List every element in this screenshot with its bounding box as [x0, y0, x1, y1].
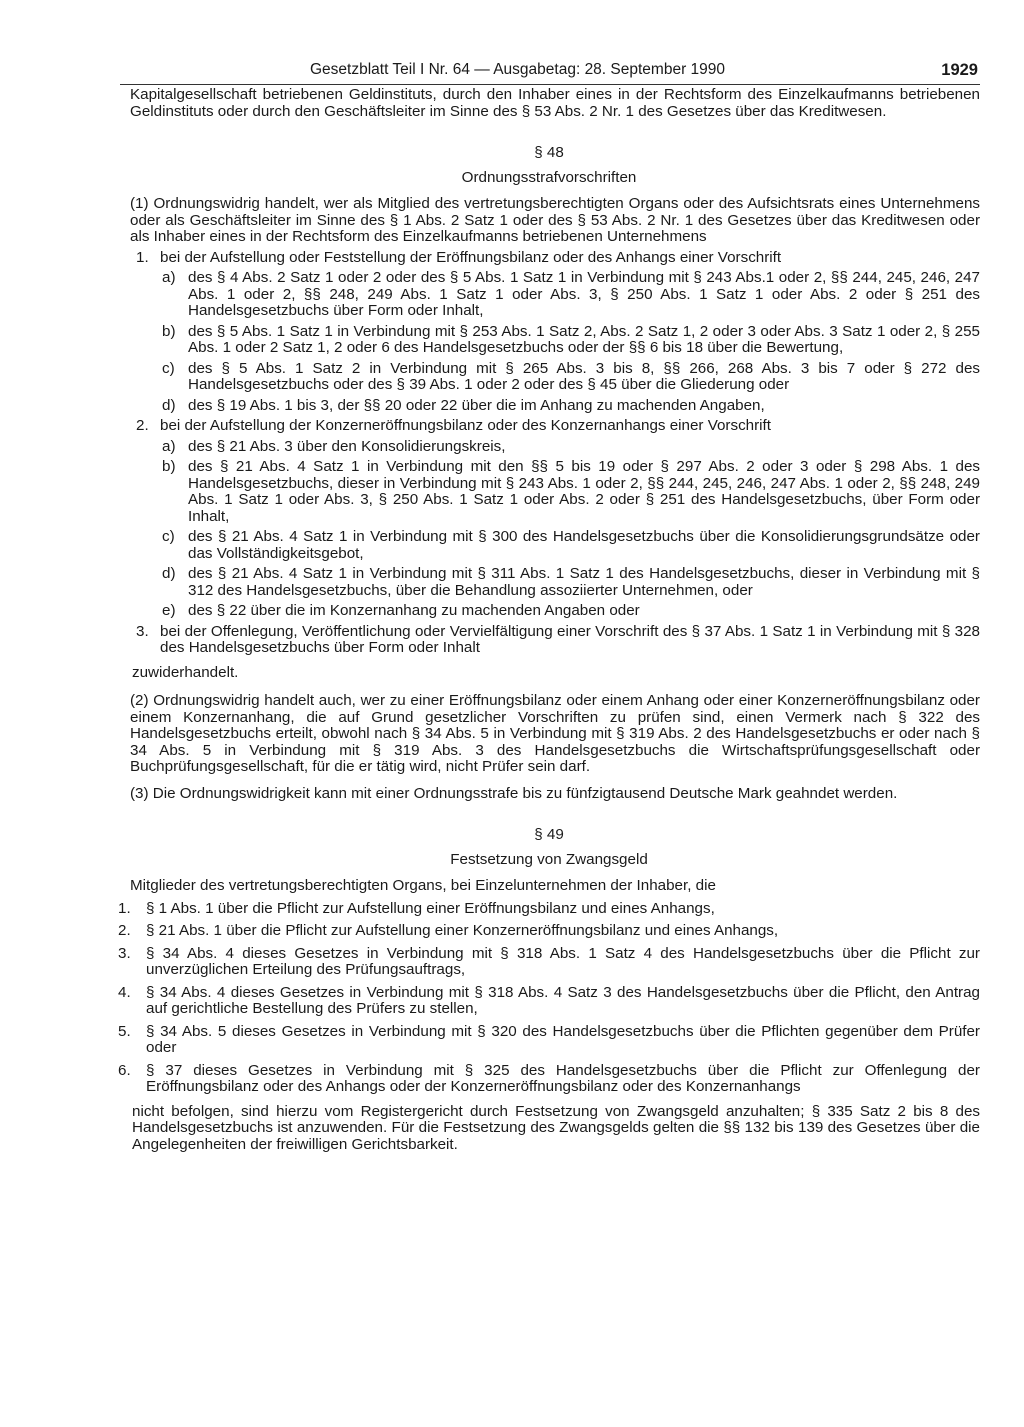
list-item-text: bei der Aufstellung der Konzerneröffnungsbilanz oder des Konzernanhangs einer Vorschrift	[160, 417, 771, 434]
list-item-text: § 34 Abs. 5 dieses Gesetzes in Verbindung mit § 320 des Handelsgesetzbuchs über die Pflichten gegenüber dem Prüfer oder	[146, 1022, 980, 1056]
sub-list-item-text: des § 22 über die im Konzernanhang zu machenden Angaben oder	[188, 602, 640, 619]
list-item-number: 5.	[118, 1022, 131, 1040]
sub-list-item-text: des § 21 Abs. 4 Satz 1 in Verbindung mit § 311 Abs. 1 Satz 1 des Handelsgesetzbuchs, dieser in Verbindung mit § 312 des Handelsgesetzbuchs, über die Behandlung assoziierter Unternehmen, oder	[188, 565, 980, 599]
document-page	[118, 60, 980, 1153]
section-49-number: § 49	[534, 826, 564, 843]
section-48-closing: zuwiderhandelt.	[132, 663, 239, 681]
sub-list-item	[118, 566, 980, 599]
section-48-paragraph-3: (3) Die Ordnungswidrigkeit kann mit einer Ordnungsstrafe bis zu fünfzigtausend Deutsche Mark geahndet werden.	[130, 784, 898, 802]
sub-list-item-text: des § 5 Abs. 1 Satz 1 in Verbindung mit § 253 Abs. 1 Satz 2, Abs. 2 Satz 1, 2 oder 3 oder Abs. 3 Satz 1 oder 2, § 255 Abs. 1 oder 2 Satz 1, 2 oder 6 des Handelsgesetzbuchs oder der §§ 6 bis 18 über die Bewertung,	[188, 322, 980, 356]
list-item-text: bei der Offenlegung, Veröffentlichung oder Vervielfältigung einer Vorschrift des § 37 Abs. 1 Satz 1 in Verbindung mit § 328 des Handelsgesetzbuchs über Form oder Inhalt	[160, 622, 980, 656]
section-49-closing: nicht befolgen, sind hierzu vom Registergericht durch Festsetzung von Zwangsgeld anzuhalten; § 335 Satz 2 bis 8 des Handelsgesetzbuchs ist anzuwenden. Für die Festsetzung des Zwangsgelds gelten die §§ 132 bis 139 des Gesetzes über die Angelegenheiten der freiwilligen Gerichtsbarkeit.	[132, 1102, 980, 1153]
list-item	[118, 901, 980, 918]
sub-list-item-text: des § 4 Abs. 2 Satz 1 oder 2 oder des § 5 Abs. 1 Satz 1 in Verbindung mit § 243 Abs.1 oder 2, §§ 244, 245, 246, 247 Abs. 1 oder 2, §§ 248, 249 Abs. 1 Satz 1 oder Abs. 3, § 250 Abs. 1 Satz 1 oder Abs. 2 oder § 251 des Handelsgesetzbuchs über Form oder Inhalt,	[188, 269, 980, 319]
sub-list-item-letter: b)	[162, 322, 176, 340]
sub-list-item	[118, 459, 980, 525]
section-49-intro: Mitglieder des vertretungsberechtigten Organs, bei Einzelunternehmen der Inhaber, die	[130, 877, 716, 894]
list-item-number: 2.	[118, 922, 131, 939]
list-item-number: 6.	[118, 1061, 131, 1079]
list-item-number: 4.	[118, 983, 131, 1001]
section-48-paragraph-2: (2) Ordnungswidrig handelt auch, wer zu einer Eröffnungsbilanz oder einem Anhang oder einer Konzerneröffnungsbilanz oder einem Konzernanhang, die auf Grund gesetzlicher Vorschriften zu prüfen sind, einen Vermerk nach § 322 des Handelsgesetzbuchs erteilt, obwohl nach § 34 Abs. 5 in Verbindung mit § 319 Abs. 2 des Handelsgesetzbuchs er oder nach § 34 Abs. 5 in Verbindung mit § 319 Abs. 3 des Handelsgesetzbuchs die Wirtschaftsprüfungsgesellschaft oder Buchprüfungsgesellschaft, für die er tätig wird, nicht Prüfer sein darf.	[130, 692, 980, 775]
sub-list-item-text: des § 21 Abs. 4 Satz 1 in Verbindung mit § 300 des Handelsgesetzbuchs über die Konsolidierungsgrundsätze oder das Vollständigkeitsgebot,	[188, 528, 980, 562]
sub-list-item	[118, 398, 980, 415]
list-item	[118, 923, 980, 940]
list-item-text: § 1 Abs. 1 über die Pflicht zur Aufstellung einer Eröffnungsbilanz und eines Anhangs,	[146, 899, 715, 917]
sub-list-item-text: des § 21 Abs. 3 über den Konsolidierungskreis,	[188, 437, 506, 455]
sub-list-item	[118, 529, 980, 562]
list-item-number: 1.	[118, 899, 131, 917]
section-48-number: § 48	[534, 144, 564, 161]
sub-list-item	[118, 603, 980, 620]
sub-list-item-letter: c)	[162, 528, 175, 545]
sub-list-item-letter: a)	[162, 269, 176, 286]
sub-list-item	[118, 324, 980, 357]
list-item	[118, 985, 980, 1018]
sub-list-item-text: des § 21 Abs. 4 Satz 1 in Verbindung mit den §§ 5 bis 19 oder § 297 Abs. 2 oder 3 oder § 298 Abs. 1 des Handelsgesetzbuchs, dieser in Verbindung mit § 243 Abs. 1 oder 2, §§ 244, 245, 246, 247 Abs. 1 oder 2, §§ 248, 249 Abs. 1 Satz 1 oder Abs. 3, § 250 Abs. 1 Satz 1 oder Abs. 2 oder § 251 des Handelsgesetzbuchs, über Form oder Inhalt,	[188, 458, 980, 525]
sub-list-item-letter: d)	[162, 565, 176, 582]
list-item	[118, 624, 980, 657]
sub-list-item-letter: e)	[162, 602, 176, 619]
list-item-text: § 37 dieses Gesetzes in Verbindung mit § 325 des Handelsgesetzbuchs über die Pflicht zur Offenlegung der Eröffnungsbilanz oder des Anhangs oder der Konzerneröffnungsbilanz oder des Konzernanhangs	[146, 1061, 980, 1095]
sub-list-item-text: des § 19 Abs. 1 bis 3, der §§ 20 oder 22 über die im Anhang zu machenden Angaben,	[188, 396, 765, 414]
list-item	[118, 946, 980, 979]
sub-list-item-text: des § 5 Abs. 1 Satz 2 in Verbindung mit § 265 Abs. 3 bis 8, §§ 266, 268 Abs. 3 bis 7 oder § 272 des Handelsgesetzbuchs oder des § 39 Abs. 1 oder 2 oder des § 45 über die Gliederung oder	[188, 359, 980, 393]
sub-list-item-letter: a)	[162, 437, 176, 455]
list-item	[118, 250, 980, 267]
sub-list-item-letter: b)	[162, 458, 176, 475]
sub-list-item-letter: c)	[162, 359, 175, 377]
list-item-text: § 34 Abs. 4 dieses Gesetzes in Verbindung mit § 318 Abs. 1 Satz 4 des Handelsgesetzbuchs über die Pflicht zur unverzüglichen Erteilung des Prüfungsauftrags,	[146, 944, 980, 978]
section-49-title: Festsetzung von Zwangsgeld	[450, 850, 648, 868]
sub-list-item	[118, 439, 980, 456]
sub-list-item-letter: d)	[162, 396, 176, 414]
list-item-text: bei der Aufstellung oder Feststellung der Eröffnungsbilanz oder des Anhangs einer Vorschrift	[160, 248, 782, 266]
list-item	[118, 418, 980, 435]
list-item-number: 1.	[136, 248, 149, 266]
intro-paragraph: Kapitalgesellschaft betriebenen Geldinstituts, durch den Inhaber eines in der Rechtsform des Einzelkaufmanns betriebenen Geldinstituts oder durch den Geschäftsleiter im Sinne des § 53 Abs. 2 Nr. 1 des Gesetzes über das Kreditwesen.	[130, 86, 980, 120]
sub-list-item	[118, 270, 980, 320]
list-item	[118, 1063, 980, 1096]
page-number: 1929	[941, 61, 978, 79]
list-item-number: 3.	[136, 622, 149, 640]
header-title: Gesetzblatt Teil I Nr. 64 — Ausgabetag: 28. September 1990	[310, 61, 726, 78]
list-item	[118, 1024, 980, 1057]
page-header	[120, 60, 980, 85]
list-item-number: 2.	[136, 417, 149, 434]
section-48-title: Ordnungsstrafvorschriften	[461, 168, 637, 186]
section-48-paragraph-1: (1) Ordnungswidrig handelt, wer als Mitglied des vertretungsberechtigten Organs oder des Aufsichtsrats eines Unternehmens oder als Geschäftsleiter im Sinne des § 1 Abs. 2 Satz 1 oder des § 53 Abs. 2 Nr. 1 des Gesetzes über das Kreditwesen oder als Inhaber eines in der Rechtsform des Einzelkaufmanns betriebenen Unternehmens	[130, 195, 980, 245]
list-item-text: § 21 Abs. 1 über die Pflicht zur Aufstellung einer Konzerneröffnungsbilanz und eines Anhangs,	[146, 922, 779, 939]
list-item-number: 3.	[118, 944, 131, 962]
sub-list-item	[118, 361, 980, 394]
list-item-text: § 34 Abs. 4 dieses Gesetzes in Verbindung mit § 318 Abs. 4 Satz 3 des Handelsgesetzbuchs über die Pflicht, den Antrag auf gerichtliche Bestellung des Prüfers zu stellen,	[146, 983, 980, 1017]
